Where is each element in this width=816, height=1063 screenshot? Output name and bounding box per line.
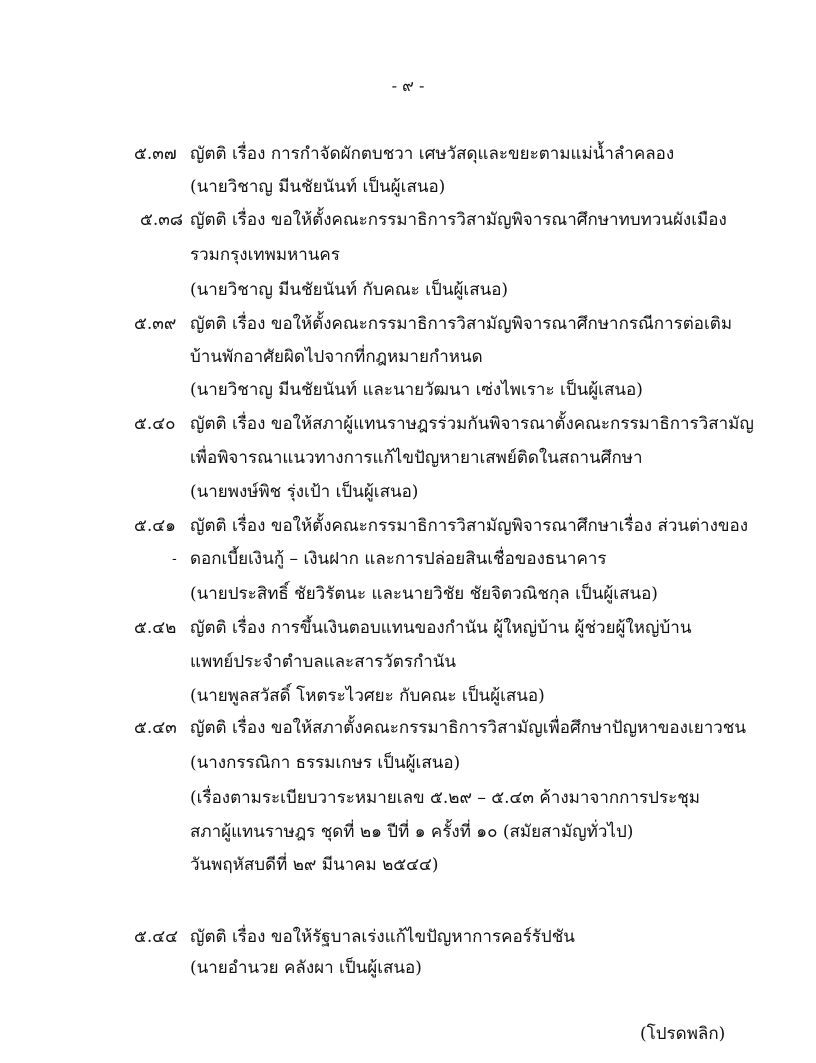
item-title: ญัตติ เรื่อง ขอให้สภาผู้แทนราษฎรร่วมกันพิจารณาตั้งคณะกรรมาธิการวิสามัญ	[190, 414, 754, 434]
item-title: ญัตติ เรื่อง ขอให้สภาตั้งคณะกรรมาธิการวิสามัญเพื่อศึกษาปัญหาของเยาวชน	[190, 718, 746, 738]
item-title: ญัตติ เรื่อง การกำจัดผักตบชวา เศษวัสดุและขยะตามแม่น้ำลำคลอง	[190, 144, 675, 164]
item-title: ญัตติ เรื่อง ขอให้ตั้งคณะกรรมาธิการวิสามัญพิจารณาศึกษาเรื่อง ส่วนต่างของ	[190, 516, 749, 536]
item-title: ญัตติ เรื่อง ขอให้ตั้งคณะกรรมาธิการวิสามัญพิจารณาศึกษาทบทวนผังเมือง	[190, 210, 727, 230]
item-number: ๕.๔๑	[134, 516, 176, 536]
item-5-43-note-2: สภาผู้แทนราษฎร ชุดที่ ๒๑ ปีที่ ๑ ครั้งที่ ๑๐ (สมัยสามัญทั่วไป)	[190, 822, 634, 842]
item-5-38-line-2: รวมกรุงเทพมหานคร	[190, 245, 340, 265]
item-number: ๕.๔๓	[134, 718, 177, 738]
item-number: ๕.๔๔	[134, 927, 179, 947]
dash-mark: -	[172, 551, 177, 567]
item-5-43-proposer: (นางกรรณิกา ธรรมเกษร เป็นผู้เสนอ)	[190, 753, 461, 773]
item-title: ญัตติ เรื่อง การขึ้นเงินตอบแทนของกำนัน ผู้ใหญ่บ้าน ผู้ช่วยผู้ใหญ่บ้าน	[190, 618, 692, 638]
item-title: ญัตติ เรื่อง ขอให้รัฐบาลเร่งแก้ไขปัญหาการคอร์รัปชัน	[190, 927, 575, 947]
item-5-38-proposer: (นายวิชาญ มีนชัยนันท์ กับคณะ เป็นผู้เสนอ)	[190, 280, 509, 300]
item-5-40-line-2: เพื่อพิจารณาแนวทางการแก้ไขปัญหายาเสพย์ติดในสถานศึกษา	[190, 448, 643, 468]
item-5-39-proposer: (นายวิชาญ มีนชัยนันท์ และนายวัฒนา เซ่งไพเราะ เป็นผู้เสนอ)	[190, 380, 643, 400]
item-5-44-proposer: (นายอำนวย คลังผา เป็นผู้เสนอ)	[190, 958, 422, 978]
item-number: ๕.๔๐	[134, 414, 176, 434]
item-title: ญัตติ เรื่อง ขอให้ตั้งคณะกรรมาธิการวิสามัญพิจารณาศึกษากรณีการต่อเติม	[190, 314, 733, 334]
item-5-43-note-3: วันพฤหัสบดีที่ ๒๙ มีนาคม ๒๕๔๔)	[190, 855, 439, 875]
item-5-42-line-2: แพทย์ประจำตำบลและสารวัตรกำนัน	[190, 652, 457, 672]
please-turn-over-note: (โปรดพลิก)	[640, 1024, 726, 1044]
item-5-43-note-1: (เรื่องตามระเบียบวาระหมายเลข ๕.๒๙ – ๕.๔๓ ค้างมาจากการประชุม	[190, 788, 700, 808]
item-5-42-proposer: (นายพูลสวัสดิ์ โหตระไวศยะ กับคณะ เป็นผู้เสนอ)	[190, 686, 545, 706]
item-number: ๕.๓๘	[140, 210, 184, 230]
item-5-40-proposer: (นายพงษ์พิช รุ่งเป้า เป็นผู้เสนอ)	[190, 482, 419, 502]
page-number: - ๙ -	[391, 76, 425, 95]
item-number: ๕.๔๒	[134, 618, 177, 638]
item-number: ๕.๓๙	[134, 314, 177, 334]
item-5-41-proposer: (นายประสิทธิ์ ชัยวิรัตนะ และนายวิชัย ชัยจิตวณิชกุล เป็นผู้เสนอ)	[190, 584, 658, 604]
item-5-37-proposer: (นายวิชาญ มีนชัยนันท์ เป็นผู้เสนอ)	[190, 177, 446, 197]
item-number: ๕.๓๗	[134, 144, 177, 164]
item-5-39-line-2: บ้านพักอาศัยผิดไปจากที่กฎหมายกำหนด	[190, 347, 483, 367]
item-text: ดอกเบี้ยเงินกู้ – เงินฝาก และการปล่อยสินเชื่อของธนาคาร	[190, 549, 607, 569]
